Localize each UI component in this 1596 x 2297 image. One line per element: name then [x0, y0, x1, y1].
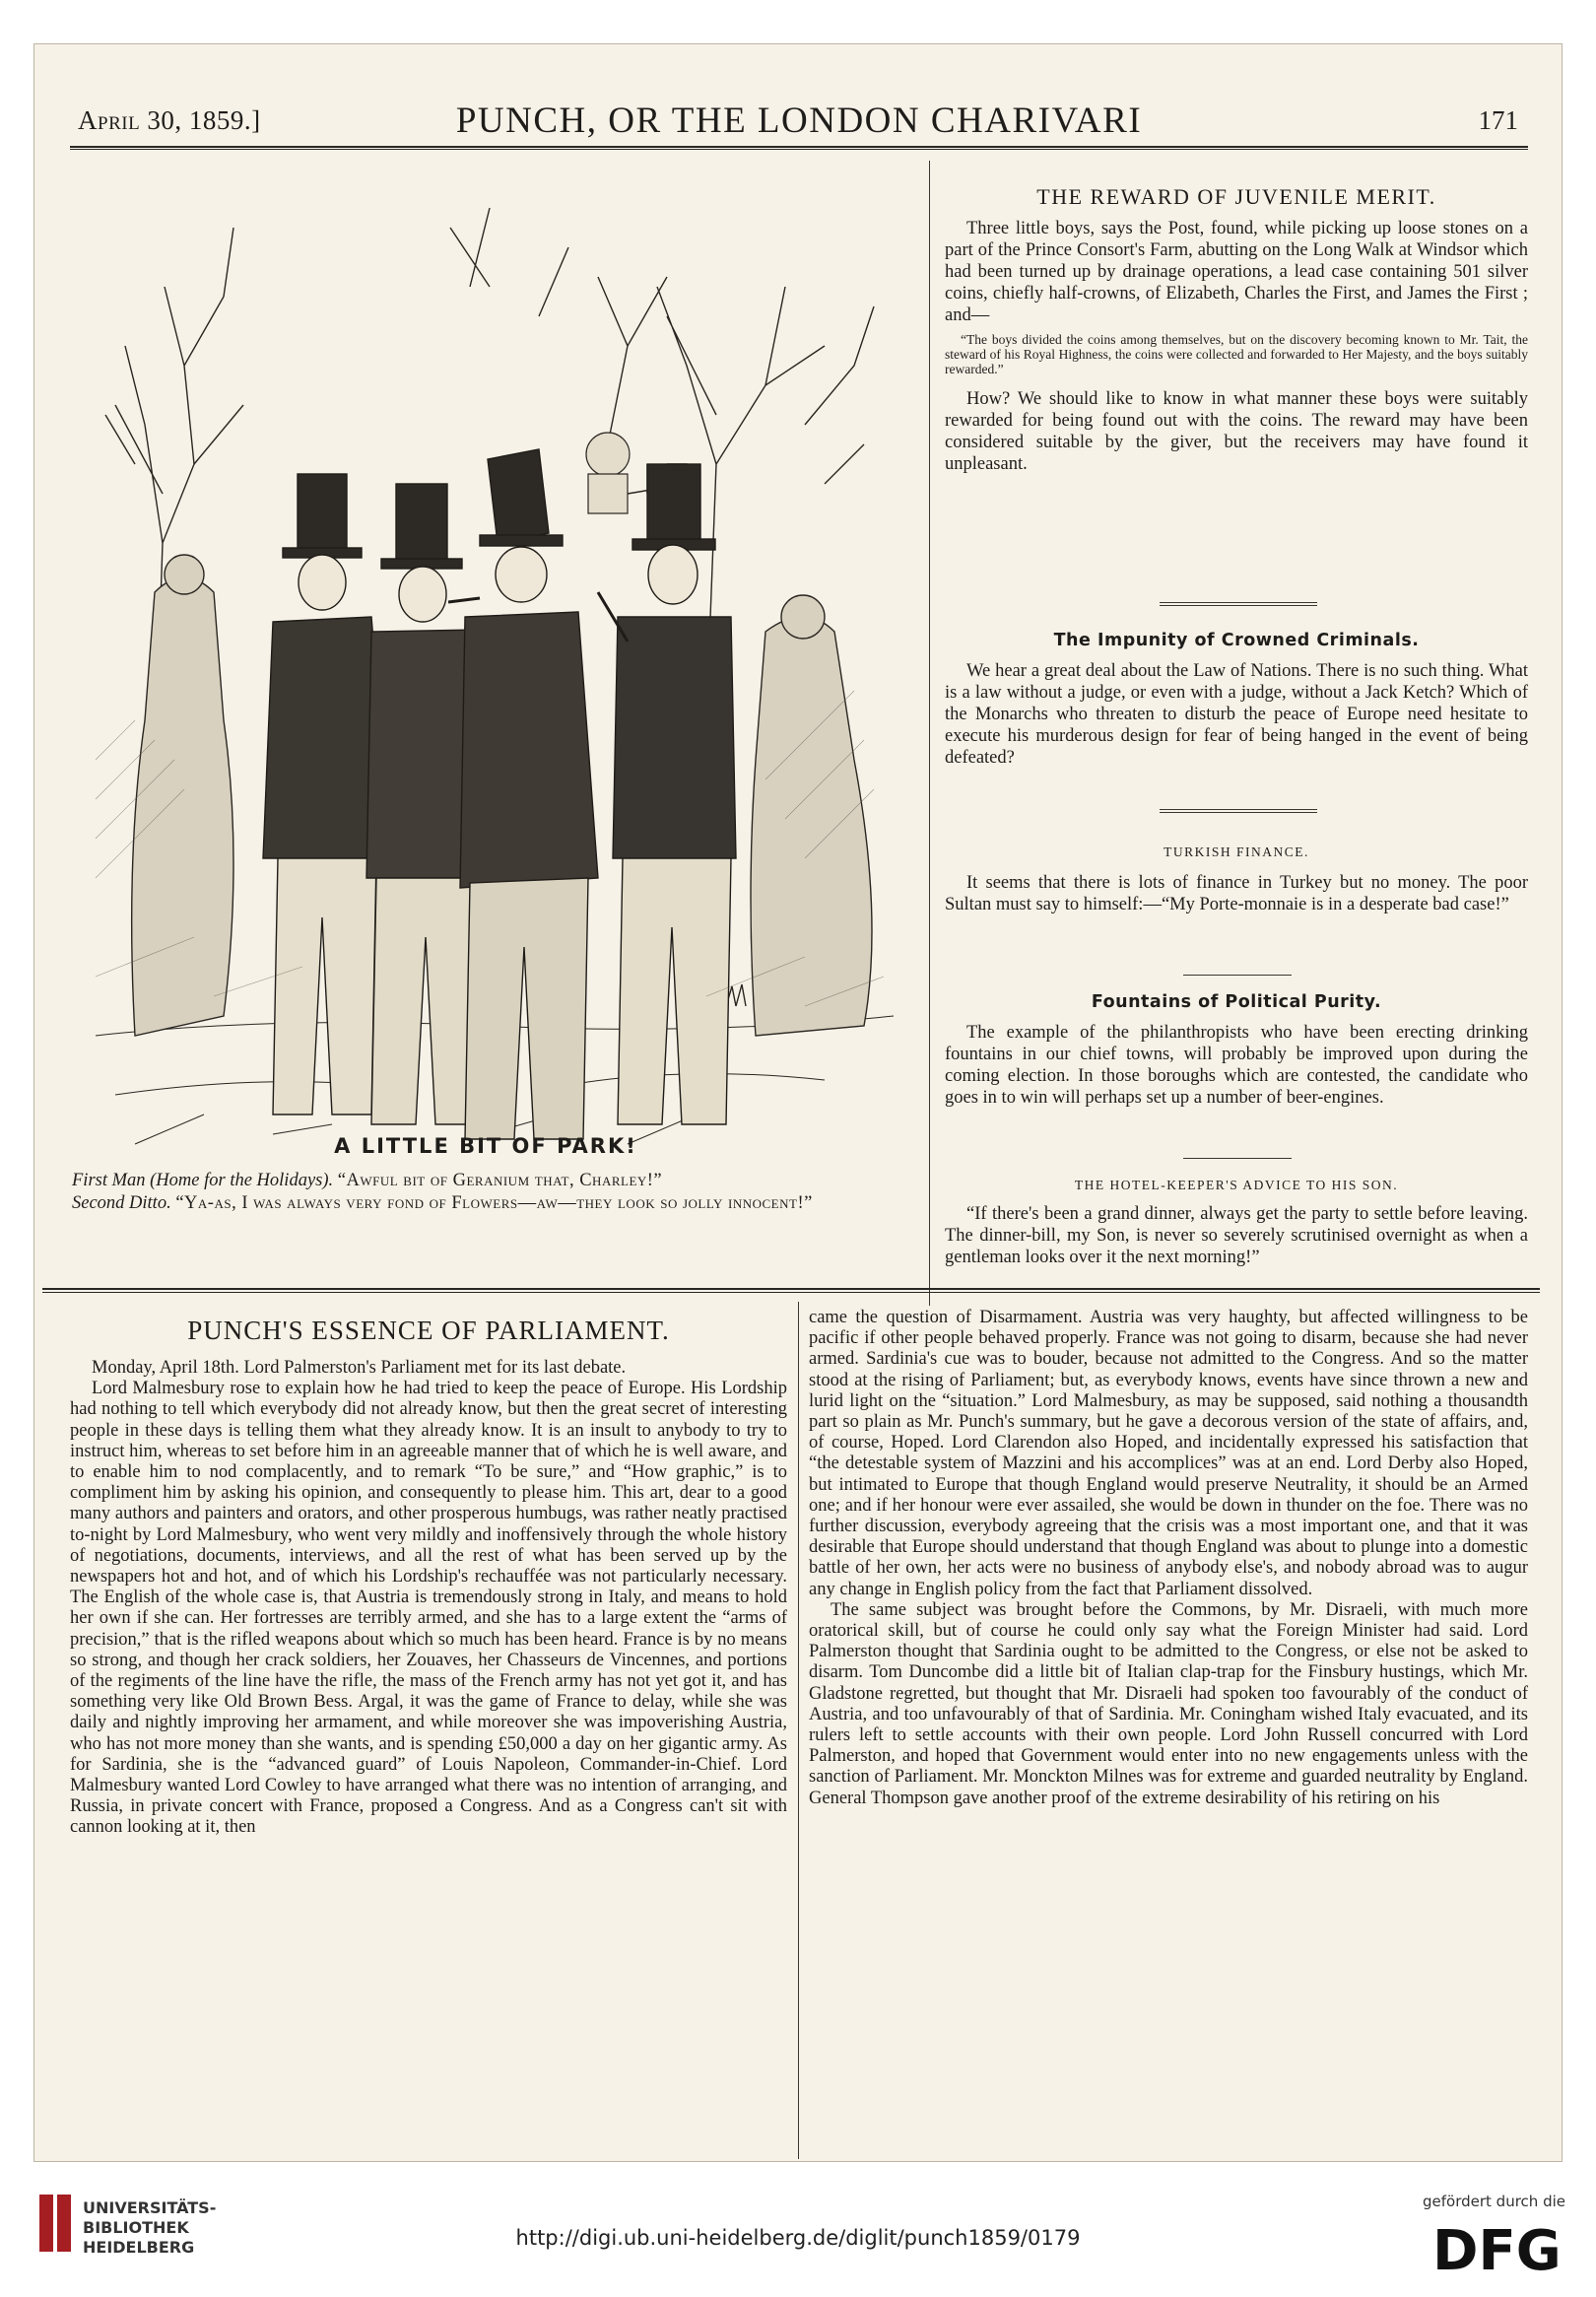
essence-left-column: [70, 1316, 787, 1839]
institution-name: UNIVERSITÄTS- BIBLIOTHEK HEIDELBERG: [83, 2198, 217, 2257]
masthead-title: PUNCH, OR THE LONDON CHARIVARI: [455, 101, 1143, 141]
essence-paragraph-4: The same subject was brought before the Commons, by Mr. Disraeli, with much more oratorical skill, but of course he could only say what the Foreign Minister had said. Lord Palmerston thought that Sardinia ought to be admitted to the Congress, or else not be asked to disarm. Tom Duncombe did a little bit of Italian clap-trap for the Finsbury hustings, which Mr. Gladstone regretted, but thought that Mr. Disraeli had spoken too favourably of the conduct of Austria, and too unfavourably of that of Sardinia. Mr. Coningham wished Italy evacuated, and its rulers left to settle accounts with their own people. Lord John Russell concurred with Lord Palmerston, and hoped that Government would enter into no new engagements unless with the sanction of Parliament. Mr. Monckton Milnes was for extreme and guarded neutrality by England. General Thompson gave another proof of the extreme desirability of his retiring on his: [809, 1599, 1528, 1808]
hotel-paragraph: “If there's been a grand dinner, always get the party to settle before leaving. The dinner-bill, my Son, is never so severely scrutinised overnight as when a gentleman looks over it the next morning!”: [945, 1204, 1528, 1267]
impunity-title: The Impunity of Crowned Criminals.: [1053, 631, 1420, 650]
column-rule-bottom: [798, 1302, 799, 2159]
essence-right-column: [809, 1308, 1528, 1809]
funder-label: gefördert durch die: [1423, 2193, 1565, 2210]
reward-title: THE REWARD OF JUVENILE MERIT.: [1036, 184, 1436, 209]
first-speaker: First Man: [72, 1171, 146, 1190]
first-speaker-line: “Awful bit of Geranium that, Charley!”: [337, 1171, 663, 1190]
header-rule: [70, 146, 1528, 150]
reward-paragraph-2: How? We should like to know in what manner these boys were suitably rewarded for being found out with the coins. The reward may have been considered suitable by the giver, but the receivers may have found it unpleasant.: [945, 389, 1528, 474]
turkish-paragraph: It seems that there is lots of finance in Turkey but no money. The poor Sultan must say to himself:—“My Porte-monnaie is in a desperate bad case!”: [945, 873, 1528, 914]
article-reward: [945, 184, 1528, 475]
second-speaker: Second Ditto.: [72, 1193, 171, 1213]
section-divider: [1183, 975, 1292, 976]
essence-paragraph-3: came the question of Disarmament. Austria was very haughty, but affected willingness to be pacific if other people behaved properly. France was not going to disarm, because she had never armed. Sardinia's cue was to bouder, because not admitted to the Congress. And so the matter stood at the rising of Parliament; but, as everybody knows, events have since thrown a new and lurid light on the “situation.” Lord Malmesbury, as may be supposed, said nothing a thousandth part so plain as Mr. Punch's summary, but he gave a decorous version of the state of affairs, and, of course, Hoped. Lord Clarendon also Hoped, and incidentally expressed his satisfaction that “the detestable system of Mazzini and his accomplices” was at an end. Lord Derby also Hoped, but intimated to Europe that though England would preserve Neutrality, it should be an Armed one; and if her honour were ever assailed, she would be down in thunder on the foe. There was no further discussion, everybody agreeing that the crisis was a most important one, and that it was desirable that Europe should understand that though England was about to plunge into a domestic battle of her own, her acts were no business of anybody else's, and nobody abroad was to augur any change in English policy from the fact that Parliament dissolved.: [809, 1308, 1528, 1599]
article-fountains: [945, 992, 1528, 1109]
section-divider: [1160, 809, 1317, 813]
reward-quote: “The boys divided the coins among themselves, but on the discovery becoming known to Mr. Tait, the steward of his Royal Highness, the coins were collected and forwarded to Her Majesty, and the boys suitably rewarded.”: [945, 332, 1528, 376]
fountains-paragraph: The example of the philanthropists who have been erecting drinking fountains in our chief towns, will probably be improved upon during the coming election. In those boroughs which are contested, the candidate who goes in to win will perhaps set up a number of beer-engines.: [945, 1023, 1528, 1108]
article-impunity: [945, 631, 1528, 769]
section-divider: [1183, 1158, 1292, 1159]
article-turkish: [945, 844, 1528, 915]
fountains-title: Fountains of Political Purity.: [1091, 992, 1382, 1012]
section-separator: [42, 1288, 1540, 1293]
dfg-logo: [1429, 2218, 1566, 2277]
second-speaker-line: “Ya-as, I was always very fond of Flowers—aw—they look so jolly innocent!”: [175, 1193, 813, 1213]
cartoon-illustration: [76, 169, 898, 1154]
page-number: 171: [1478, 105, 1518, 135]
turkish-title: TURKISH FINANCE.: [1164, 844, 1309, 859]
cartoon-caption: [72, 1170, 899, 1215]
newspaper-page: [33, 43, 1563, 2162]
digitization-footer: [0, 2173, 1596, 2297]
cartoon-title: A LITTLE BIT OF PARK!: [334, 1134, 637, 1158]
impunity-paragraph: We hear a great deal about the Law of Nations. There is no such thing. What is a law without a judge, or even with a judge, without a Jack Ketch? Which of the Monarchs who threaten to disturb the peace of Europe need hesitate to execute his murderous design for fear of being hanged in the event of being defeated?: [945, 661, 1528, 768]
essence-paragraph-1: Monday, April 18th. Lord Palmerston's Parliament met for its last debate.: [92, 1358, 627, 1378]
first-speaker-note: (Home for the Holidays).: [150, 1171, 334, 1190]
funder-name: DFG: [1432, 2219, 1562, 2277]
issue-date: April 30, 1859.]: [78, 105, 261, 135]
source-url-link[interactable]: http://digi.ub.uni-heidelberg.de/diglit/punch1859/0179: [515, 2226, 1081, 2250]
hotel-title: THE HOTEL-KEEPER'S ADVICE TO HIS SON.: [1074, 1178, 1399, 1192]
article-hotel-keeper: [945, 1178, 1528, 1268]
essence-title: PUNCH'S ESSENCE OF PARLIAMENT.: [187, 1316, 670, 1345]
essence-paragraph-2: Lord Malmesbury rose to explain how he had tried to keep the peace of Europe. His Lordship had nothing to tell which everybody did not already know, but then the great secret of interesting people in these days is telling them what they already know. It is an insult to anybody to try to instruct him, whereas to set before him in an agreeable manner that of which he is well aware, and to enable him to nod complacently, and to remark “To be sure,” and “How graphic,” is to compliment him by asking his opinion, and consequently to please him. This art, dear to a good many authors and painters and orators, and other prosperous humbugs, was rather neatly practised to-night by Lord Malmesbury, who went very mildly and inoffensively through the whole history of negotiations, documents, interviews, and all the rest of what has been served up by the newspapers hot and hot, and of which his Lordship's rechauffée was not particularly necessary. The English of the whole case is, that Austria is tremendously strong in Italy, and means to hold her own if she can. Her fortresses are terribly armed, and she has to a large extent the “arms of precision,” that is the rifled weapons about which so much has been heard. France is by no means so strong, and though her crack soldiers, her Zouaves, her Chasseurs de Vincennes, and portions of the regiments of the line have the rifle, the mass of the French army has not yet got it, and has something very like Old Brown Bess. Argal, it was the game of France to delay, while she was daily and nightly improving her armament, and while moreover she was impoverishing Austria, who has not more money than she wants, and is spending £50,000 a day on her gigantic army. As for Sardinia, she is the “advanced guard” of Louis Napoleon, Commander-in-Chief. Lord Malmesbury wanted Lord Cowley to have arranged what there was no intention of arranging, and Russia, in private concert with France, proposed a Congress. And as a Congress can't sit with cannon looking at it, then: [70, 1379, 787, 1838]
section-divider: [1160, 602, 1317, 606]
reward-paragraph-1: Three little boys, says the Post, found, while picking up loose stones on a part of the Prince Consort's Farm, abutting on the Long Walk at Windsor which had been turned up by drainage operations, a lead case containing 501 silver coins, chiefly half-crowns, of Elizabeth, Charles the First, and James the First ; and—: [945, 219, 1528, 325]
